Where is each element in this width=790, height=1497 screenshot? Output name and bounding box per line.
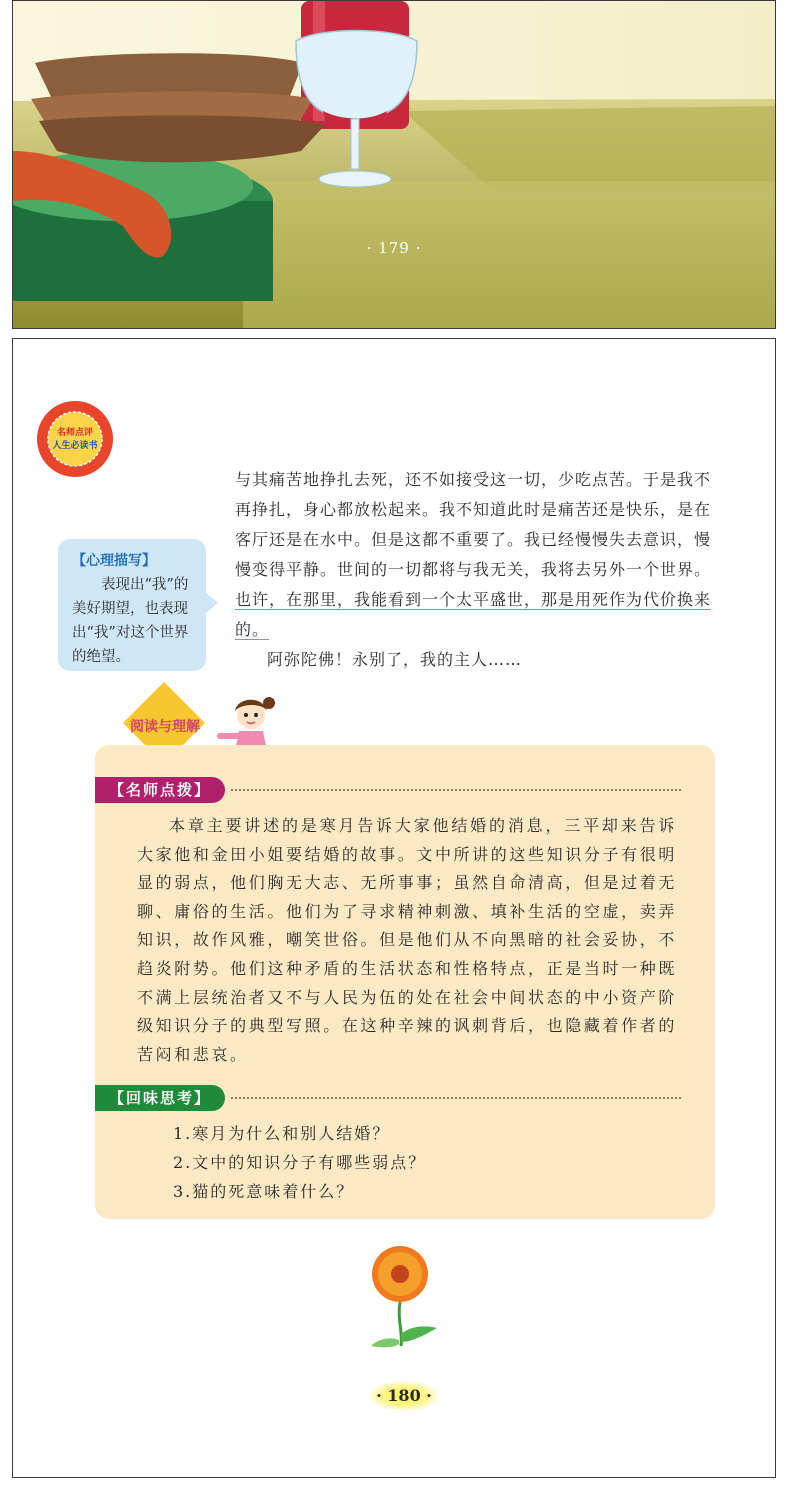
question-item: 2.文中的知识分子有哪些弱点？	[173, 1153, 427, 1172]
tips-paragraph: 本章主要讲述的是寒月告诉大家他结婚的消息，三平却来告诉大家他和金田小姐要结婚的故事。文中所讲的这些知识分子有很明显的弱点，他们胸无大志、无所事事；虽然自命清高，但是过着无聊、庸俗的生活。他们为了寻求精神刺激、填补生活的空虚，卖弄知识，故作风雅，嘲笑世俗。但是他们从不向黑暗的社会妥协，不趋炎附势。他们这种矛盾的生活状态和性格特点，正是当时一种既不满上层统治者又不与人民为伍的处在社会中间状态的中小资产阶级知识分子的典型写照。在这种辛辣的讽刺背后，也隐藏着作者的苦闷和悲哀。	[137, 816, 677, 1064]
section-header-tips	[95, 777, 681, 803]
page-number: · 180 ·	[369, 1381, 439, 1411]
top-page	[12, 0, 776, 329]
top-page-number: · 179 ·	[366, 239, 422, 257]
svg-text:名师点评: 名师点评	[56, 428, 94, 438]
badge-seal	[35, 399, 115, 479]
main-text-plain: 与其痛苦地挣扎去死，还不如接受这一切，少吃点苦。于是我不再挣扎，身心都放松起来。我不知道此时是痛苦还是快乐，是在客厅还是在水中。但是这都不重要了。我已经慢慢失去意识，慢慢变得平静。世间的一切都将与我无关，我将去另外一个世界。	[235, 470, 712, 579]
side-note-body: 表现出“我”的美好期望，也表现出“我”对这个世界的绝望。	[72, 577, 189, 665]
question-list	[173, 1119, 426, 1206]
bottom-page	[12, 338, 776, 1478]
table-illustration	[13, 1, 776, 329]
reading-label-text: 阅读与理解	[130, 719, 200, 735]
side-note	[58, 539, 206, 671]
flower-icon	[363, 1244, 437, 1354]
section-header-reflect	[95, 1085, 681, 1111]
dotted-divider	[231, 789, 681, 791]
question-item: 1.寒月为什么和别人结婚？	[173, 1124, 391, 1143]
question-item: 3.猫的死意味着什么？	[173, 1182, 355, 1201]
section-title-tips: 【名师点拨】	[95, 777, 225, 803]
farewell-line: 阿弥陀佛！永别了，我的主人……	[267, 650, 523, 669]
underlined-sentence: 也许，在那里，我能看到一个太平盛世，那是用死作为代价换来的。	[235, 590, 712, 639]
main-paragraph	[235, 465, 725, 675]
dotted-divider	[231, 1097, 681, 1099]
girl-illustration	[211, 691, 281, 751]
side-note-title: 【心理描写】	[72, 553, 156, 569]
section-title-reflect: 【回味思考】	[95, 1085, 225, 1111]
svg-text:人生必读书: 人生必读书	[52, 441, 98, 451]
